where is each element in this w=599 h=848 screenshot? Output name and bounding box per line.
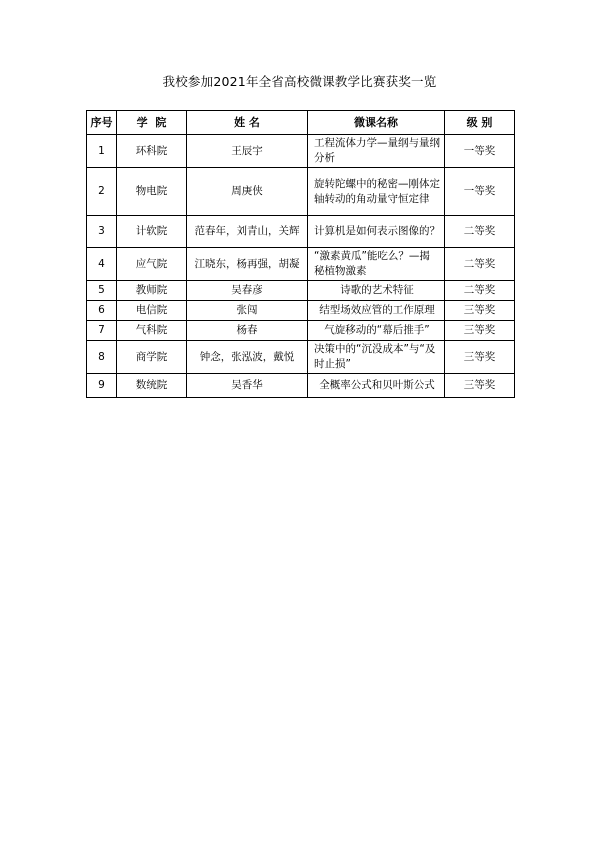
cell-name: 王辰宇 — [187, 135, 308, 168]
cell-college: 计软院 — [117, 216, 187, 248]
cell-no: 9 — [87, 374, 117, 398]
table-row — [87, 301, 515, 321]
cell-level: 二等奖 — [445, 248, 515, 281]
header-course: 微课名称 — [308, 111, 445, 135]
cell-name: 钟念，张泓波，戴悦 — [187, 341, 308, 374]
table-row — [87, 341, 515, 374]
cell-college: 商学院 — [117, 341, 187, 374]
cell-course: 结型场效应管的工作原理 — [308, 301, 445, 321]
header-level: 级 别 — [445, 111, 515, 135]
header-name: 姓 名 — [187, 111, 308, 135]
page-title: 我校参加2021年全省高校微课教学比赛获奖一览 — [162, 74, 437, 89]
cell-level: 一等奖 — [445, 135, 515, 168]
cell-no: 2 — [87, 168, 117, 216]
cell-course: 诗歌的艺术特征 — [308, 281, 445, 301]
cell-name: 吴香华 — [187, 374, 308, 398]
cell-name: 杨春 — [187, 321, 308, 341]
cell-no: 3 — [87, 216, 117, 248]
cell-name: 江晓东，杨再强，胡凝 — [187, 248, 308, 281]
cell-name: 范春年，刘青山，关辉 — [187, 216, 308, 248]
cell-course: 全概率公式和贝叶斯公式 — [308, 374, 445, 398]
table-row — [87, 248, 515, 281]
cell-no: 7 — [87, 321, 117, 341]
cell-course: 旋转陀螺中的秘密—刚体定轴转动的角动量守恒定律 — [308, 168, 445, 216]
cell-name: 吴春彦 — [187, 281, 308, 301]
table-row — [87, 216, 515, 248]
table-header-row — [87, 111, 515, 135]
cell-course: 计算机是如何表示图像的？ — [308, 216, 445, 248]
cell-course: 决策中的“沉没成本”与“及时止损” — [308, 341, 445, 374]
cell-no: 5 — [87, 281, 117, 301]
header-college: 学 院 — [117, 111, 187, 135]
header-no: 序号 — [87, 111, 117, 135]
table-row — [87, 168, 515, 216]
cell-name: 张闯 — [187, 301, 308, 321]
award-table — [86, 110, 515, 398]
table-row — [87, 321, 515, 341]
cell-course: 气旋移动的“幕后推手” — [308, 321, 445, 341]
cell-level: 一等奖 — [445, 168, 515, 216]
cell-no: 4 — [87, 248, 117, 281]
cell-course: “激素黄瓜”能吃么？—揭秘植物激素 — [308, 248, 445, 281]
cell-college: 电信院 — [117, 301, 187, 321]
cell-level: 三等奖 — [445, 374, 515, 398]
table-row — [87, 281, 515, 301]
table-row — [87, 374, 515, 398]
cell-level: 二等奖 — [445, 216, 515, 248]
cell-level: 二等奖 — [445, 281, 515, 301]
cell-college: 数统院 — [117, 374, 187, 398]
table-row — [87, 135, 515, 168]
cell-no: 8 — [87, 341, 117, 374]
cell-no: 6 — [87, 301, 117, 321]
cell-level: 三等奖 — [445, 301, 515, 321]
cell-level: 三等奖 — [445, 321, 515, 341]
cell-college: 教师院 — [117, 281, 187, 301]
cell-course: 工程流体力学—量纲与量纲分析 — [308, 135, 445, 168]
cell-no: 1 — [87, 135, 117, 168]
cell-college: 物电院 — [117, 168, 187, 216]
cell-college: 应气院 — [117, 248, 187, 281]
cell-college: 环科院 — [117, 135, 187, 168]
cell-name: 周庚侠 — [187, 168, 308, 216]
cell-level: 三等奖 — [445, 341, 515, 374]
cell-college: 气科院 — [117, 321, 187, 341]
